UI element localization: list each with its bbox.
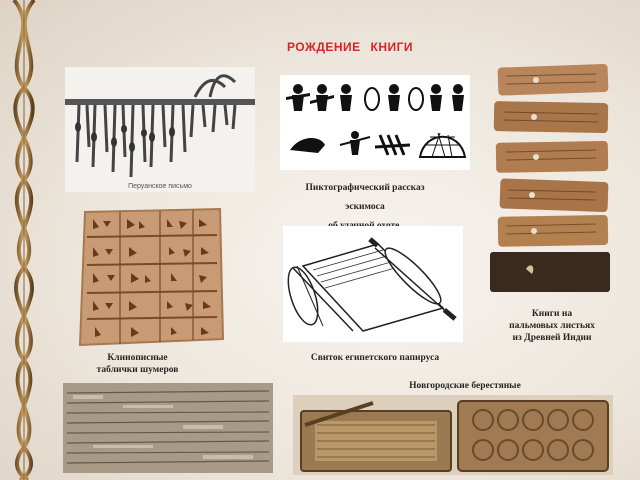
palm-leaf-books-image (486, 64, 614, 296)
wooden-carved-tablets-image (293, 395, 613, 475)
palm-caption-line1: Книги на (531, 309, 573, 319)
palm-caption-line3: из Древней Индии (512, 333, 592, 343)
slide-title: РОЖДЕНИЕ КНИГИ (286, 40, 414, 54)
eskimo-pictograph-image (280, 75, 470, 170)
celtic-border-ornament (0, 0, 50, 480)
palm-books-caption (492, 308, 612, 344)
palm-caption-line2: пальмовых листьях (509, 321, 595, 331)
papyrus-caption: Свиток египетского папируса (310, 353, 440, 363)
birch-caption-line1: Новгородские берестяные (409, 381, 521, 391)
pictograph-caption (280, 182, 450, 232)
clay-caption-line1: Клинописные (107, 353, 168, 363)
peruvian-knot-writing-image (65, 67, 255, 192)
pictograph-caption-line1: Пиктографический рассказ (305, 183, 425, 193)
peruvian-writing-label: Перуанское письмо (128, 183, 192, 190)
clay-caption-line2: таблички шумеров (96, 365, 179, 375)
papyrus-scroll-image (283, 226, 463, 342)
pictograph-caption-line2: эскимоса (345, 202, 385, 212)
birch-bark-letters-image (63, 383, 273, 473)
cuneiform-tablet-image (75, 207, 225, 347)
cuneiform-caption (70, 352, 205, 376)
